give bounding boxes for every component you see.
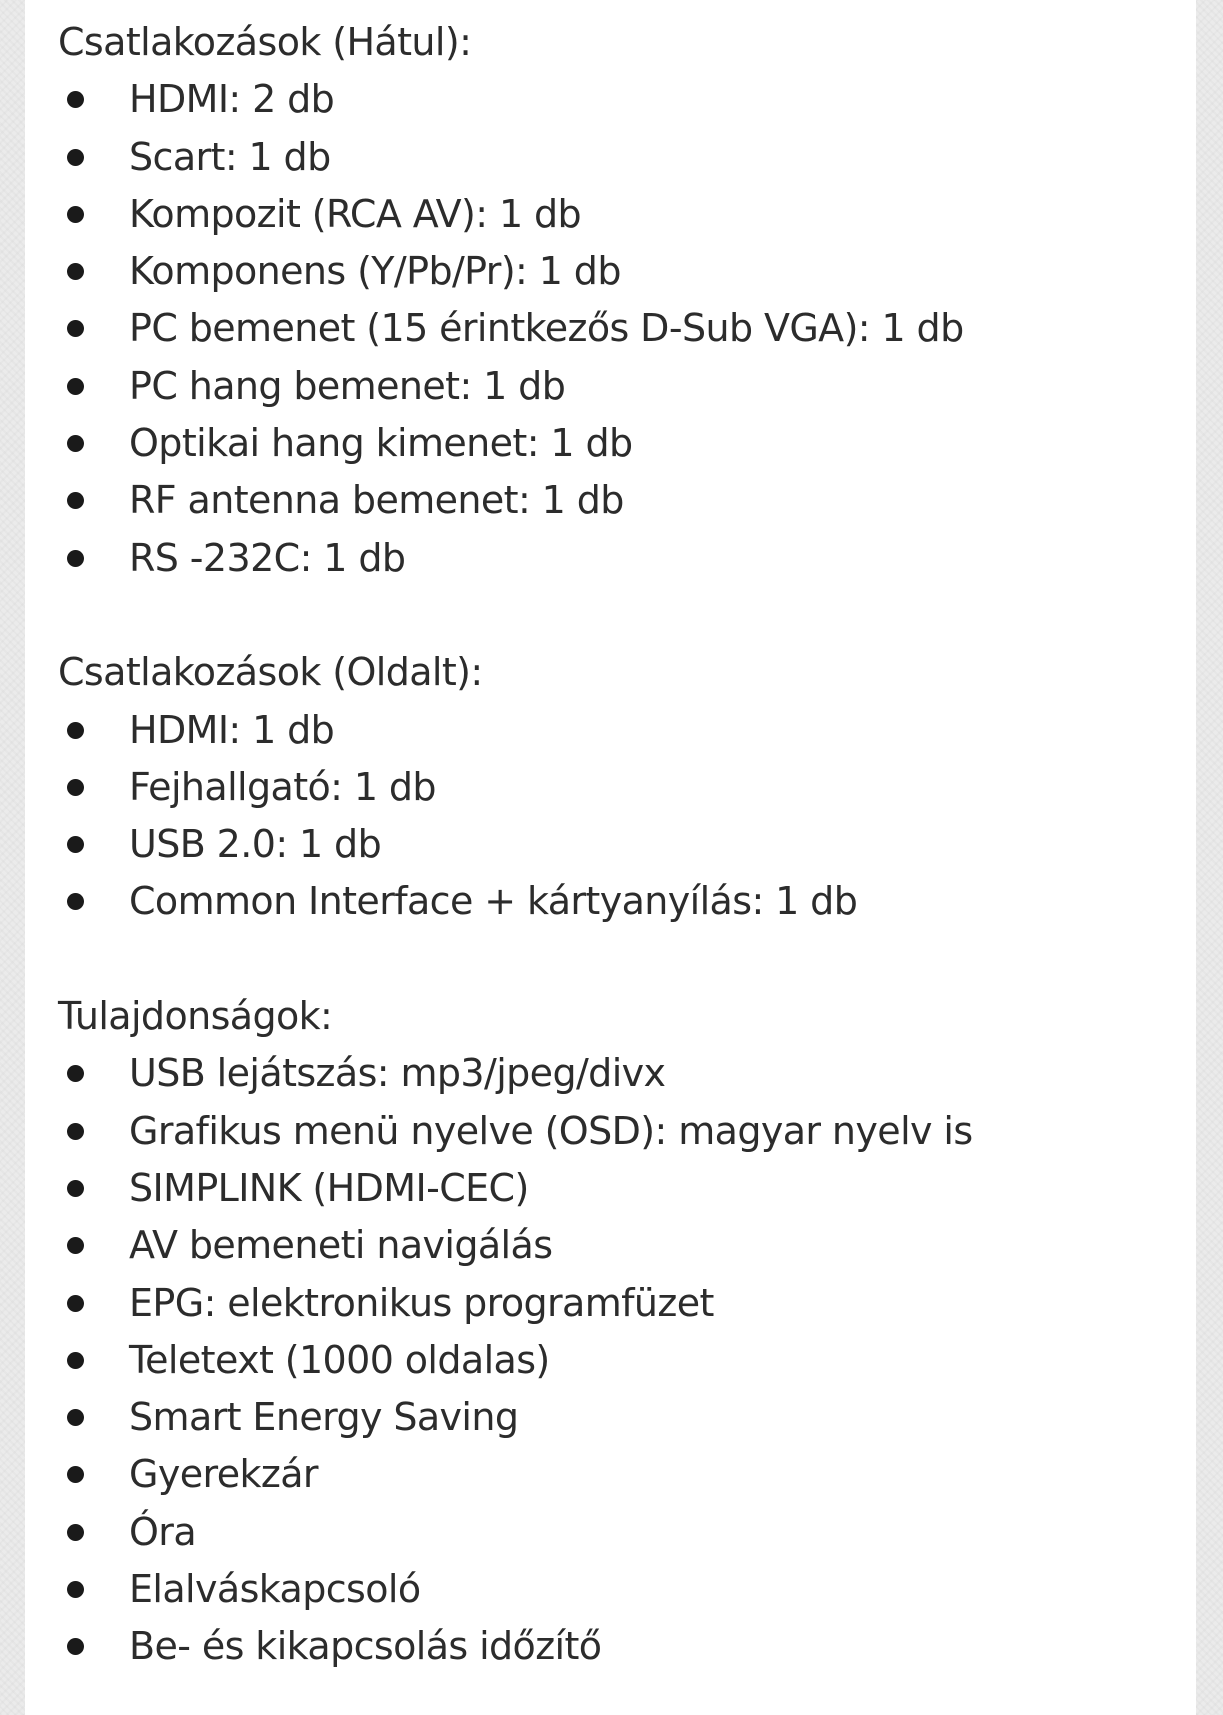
section-heading: Csatlakozások (Oldalt): — [58, 650, 483, 695]
list-item-text: Scart: 1 db — [129, 134, 331, 179]
list-item — [58, 1332, 1178, 1389]
list-item-text: Komponens (Y/Pb/Pr): 1 db — [129, 249, 621, 294]
bullet-icon — [67, 1065, 84, 1082]
bullet-icon — [67, 378, 84, 395]
list-item-text: Elalváskapcsoló — [129, 1567, 421, 1612]
list-item — [58, 530, 1178, 587]
page-background-right — [1196, 0, 1223, 1715]
list-item — [58, 472, 1178, 529]
list-item — [58, 1561, 1178, 1618]
bullet-icon — [67, 1466, 84, 1483]
bullet-icon — [67, 1352, 84, 1369]
list-item — [58, 1103, 1178, 1160]
bullet-icon — [67, 435, 84, 452]
list-item — [58, 816, 1178, 873]
list-item — [58, 1160, 1178, 1217]
list-item-text: Grafikus menü nyelve (OSD): magyar nyelv is — [129, 1108, 973, 1153]
bullet-icon — [67, 492, 84, 509]
list-item — [58, 415, 1178, 472]
list-item — [58, 129, 1178, 186]
bullet-icon — [67, 1237, 84, 1254]
bullet-icon — [67, 722, 84, 739]
list-item — [58, 1446, 1178, 1503]
section-spacer — [58, 931, 1178, 988]
list-item — [58, 873, 1178, 930]
bullet-icon — [67, 1524, 84, 1541]
list-item-text: Teletext (1000 oldalas) — [129, 1337, 550, 1382]
list-item-text: Kompozit (RCA AV): 1 db — [129, 191, 582, 236]
list-item-text: SIMPLINK (HDMI-CEC) — [129, 1165, 529, 1210]
bullet-icon — [67, 550, 84, 567]
section-side-connections — [58, 644, 1178, 930]
bullet-icon — [67, 893, 84, 910]
list-item-text: Fejhallgató: 1 db — [129, 764, 436, 809]
list-item — [58, 243, 1178, 300]
list-item — [58, 1275, 1178, 1332]
list-item-text: PC hang bemenet: 1 db — [129, 363, 566, 408]
list-item-text: HDMI: 2 db — [129, 77, 335, 122]
bullet-icon — [67, 1180, 84, 1197]
bullet-icon — [67, 263, 84, 280]
section-rear-connections — [58, 14, 1178, 587]
section-spacer — [58, 587, 1178, 644]
bullet-icon — [67, 1123, 84, 1140]
list-item-text: RF antenna bemenet: 1 db — [129, 478, 624, 523]
bullet-icon — [67, 206, 84, 223]
bullet-icon — [67, 836, 84, 853]
bullet-icon — [67, 1638, 84, 1655]
list-item — [58, 1217, 1178, 1274]
list-item-text: Optikai hang kimenet: 1 db — [129, 421, 633, 466]
list-item-text: Common Interface + kártyanyílás: 1 db — [129, 879, 858, 924]
spec-text-block — [58, 14, 1178, 1676]
list-item — [58, 702, 1178, 759]
bullet-icon — [67, 1409, 84, 1426]
content-panel — [25, 0, 1196, 1715]
list-item-text: Óra — [129, 1509, 197, 1554]
list-item-text: RS -232C: 1 db — [129, 535, 406, 580]
list-item — [58, 1618, 1178, 1675]
list-item-text: EPG: elektronikus programfüzet — [129, 1280, 714, 1325]
bullet-icon — [67, 779, 84, 796]
spec-list — [58, 1045, 1178, 1675]
list-item-text: HDMI: 1 db — [129, 707, 335, 752]
section-heading: Tulajdonságok: — [58, 994, 333, 1039]
list-item-text: AV bemeneti navigálás — [129, 1223, 553, 1268]
list-item — [58, 358, 1178, 415]
bullet-icon — [67, 149, 84, 166]
list-item — [58, 300, 1178, 357]
spec-list — [58, 71, 1178, 587]
section-features — [58, 988, 1178, 1676]
list-item-text: PC bemenet (15 érintkezős D-Sub VGA): 1 db — [129, 306, 964, 351]
list-item — [58, 186, 1178, 243]
list-item — [58, 1504, 1178, 1561]
bullet-icon — [67, 1581, 84, 1598]
list-item-text: Be- és kikapcsolás időzítő — [129, 1624, 602, 1669]
list-item — [58, 759, 1178, 816]
spec-list — [58, 702, 1178, 931]
bullet-icon — [67, 320, 84, 337]
list-item-text: USB lejátszás: mp3/jpeg/divx — [129, 1051, 666, 1096]
list-item — [58, 1045, 1178, 1102]
list-item-text: Gyerekzár — [129, 1452, 318, 1497]
bullet-icon — [67, 91, 84, 108]
list-item-text: USB 2.0: 1 db — [129, 822, 382, 867]
section-heading: Csatlakozások (Hátul): — [58, 20, 472, 64]
list-item-text: Smart Energy Saving — [129, 1395, 519, 1440]
page-background-left — [0, 0, 25, 1715]
bullet-icon — [67, 1295, 84, 1312]
list-item — [58, 1389, 1178, 1446]
list-item — [58, 71, 1178, 128]
